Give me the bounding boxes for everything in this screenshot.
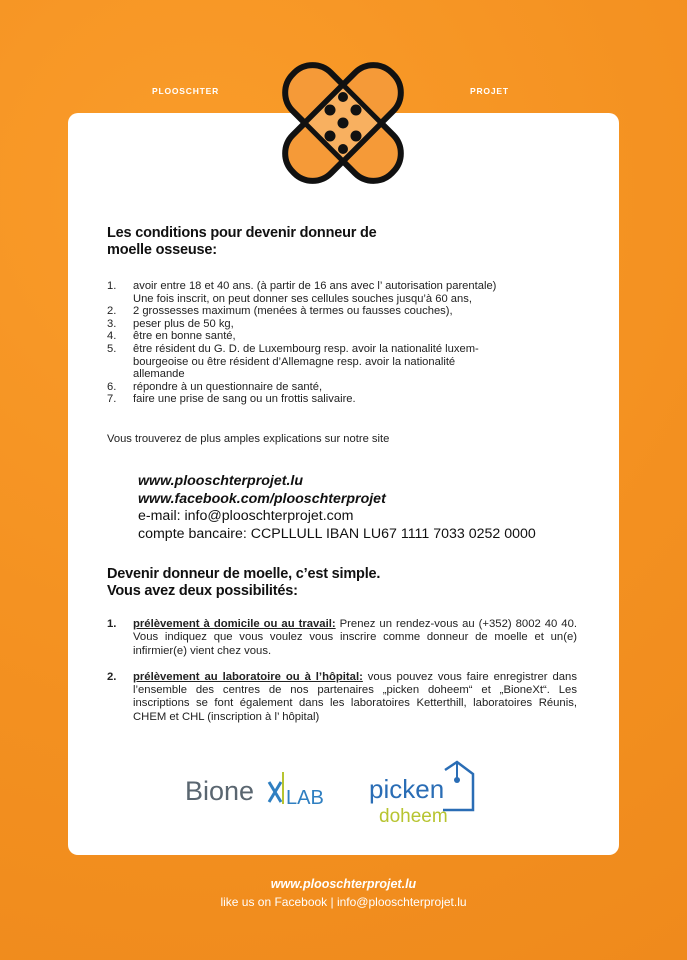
brand-left-label: PLOOSCHTER bbox=[152, 86, 220, 96]
bandage-logo-icon bbox=[268, 48, 418, 198]
condition-item: 6. répondre à un questionnaire de santé, bbox=[107, 380, 323, 393]
picken-doheem-logo bbox=[369, 762, 473, 827]
condition-item: 4. être en bonne santé, bbox=[107, 330, 236, 343]
contact-links bbox=[138, 473, 536, 543]
svg-text:Bione: Bione bbox=[185, 776, 255, 806]
condition-item: 2. 2 grossesses maximum (menées à termes ou fausses couches), bbox=[107, 305, 453, 318]
footer-social[interactable]: like us on Facebook | info@plooschterprojet.lu bbox=[220, 895, 467, 909]
condition-item: 1. avoir entre 18 et 40 ans. (à partir de 16 ans avec l’ autorisation parentale) Une fois inscrit, on peut donner ses cellules souches jusqu’à 60 ans, bbox=[107, 280, 497, 305]
condition-item: 5. être résident du G. D. de Luxembourg resp. avoir la nationalité luxem- bourgeoise ou être résident d’Allemagne resp. avoir la nationalité allemande bbox=[107, 342, 479, 381]
conditions-list bbox=[107, 280, 577, 406]
possibilities-heading: Devenir donneur de moelle, c’est simple. Vous avez deux possibilités: bbox=[107, 566, 381, 599]
partner-logos bbox=[183, 760, 503, 830]
possibility-item: 1. prélèvement à domicile ou au travail: Prenez un rendez-vous au (+352) 8002 40 40. Vous indiquez que vous voulez vous inscrire comme donneur de moelle et un(e) infirmier(e) vient chez vous. bbox=[107, 618, 577, 657]
facebook-link[interactable]: www.facebook.com/plooschterprojet bbox=[138, 490, 386, 507]
possibility-item: 2. prélèvement au laboratoire ou à l’hôpital: vous pouvez vous faire enregistrer dans l’ensemble des centres de nos partenaires „picken doheem“ et „BioneXt“. Les inscriptions se font également dans les laboratoires Ketterthill, laboratoires Réunis, CHEM et CHL (inscription à l’ hôpital) bbox=[107, 670, 577, 723]
bionext-lab-logo bbox=[185, 772, 324, 809]
more-info-text: Vous trouverez de plus amples explications sur notre site bbox=[107, 433, 390, 445]
bank-account-text: compte bancaire: CCPLLULL IBAN LU67 1111 7033 0252 0000 bbox=[138, 525, 536, 542]
possibilities-list bbox=[107, 618, 577, 724]
email-text[interactable]: e-mail: info@plooschterprojet.com bbox=[138, 508, 354, 524]
condition-item: 3. peser plus de 50 kg, bbox=[107, 317, 234, 330]
svg-text:doheem: doheem bbox=[379, 806, 448, 827]
conditions-heading: Les conditions pour devenir donneur de moelle osseuse: bbox=[107, 225, 377, 258]
condition-item: 7. faire une prise de sang ou un frottis salivaire. bbox=[107, 393, 356, 406]
footer-website[interactable]: www.plooschterprojet.lu bbox=[270, 877, 417, 891]
brand-right-label: PROJET bbox=[470, 86, 509, 96]
svg-text:picken: picken bbox=[369, 774, 445, 804]
website-link[interactable]: www.plooschterprojet.lu bbox=[138, 473, 304, 489]
svg-text:LAB: LAB bbox=[286, 787, 324, 809]
